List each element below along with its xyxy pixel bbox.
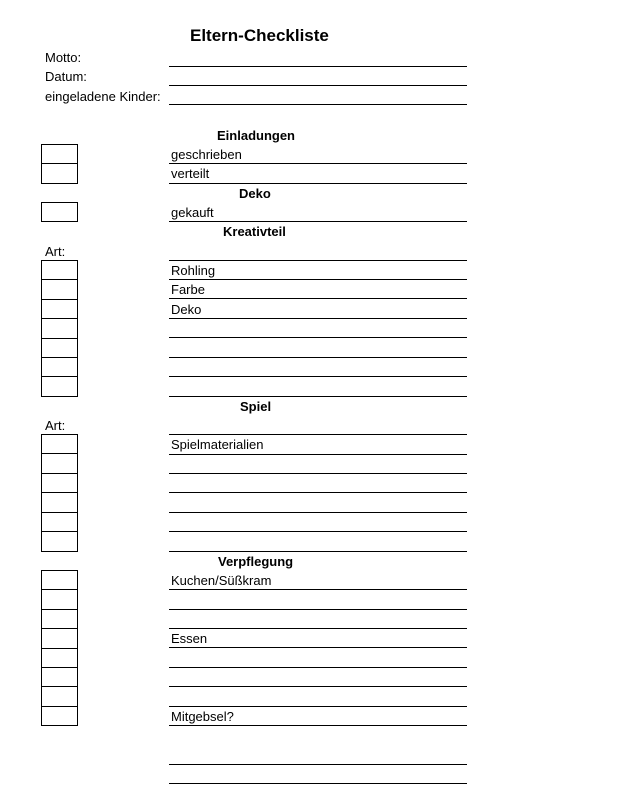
checkbox[interactable] [42, 571, 77, 590]
item-line [169, 396, 467, 397]
item-line [169, 434, 467, 435]
item-label: geschrieben [171, 147, 242, 162]
checkbox[interactable] [42, 474, 77, 493]
checkbox-group-spiel[interactable] [41, 434, 78, 552]
checkbox[interactable] [42, 319, 77, 338]
art-label: Art: [45, 244, 66, 259]
checkbox[interactable] [42, 300, 77, 319]
checkbox-group-verpflegung[interactable] [41, 570, 78, 726]
item-line [169, 628, 467, 629]
checkbox[interactable] [41, 202, 78, 222]
checkbox[interactable] [42, 454, 77, 473]
item-line [169, 609, 467, 610]
section-title-verpflegung: Verpflegung [218, 554, 294, 569]
page-title: Eltern-Checkliste [190, 26, 329, 45]
checkbox[interactable] [42, 687, 77, 706]
item-label: verteilt [171, 166, 210, 181]
item-line [169, 163, 467, 164]
item-line [169, 512, 467, 513]
item-label: Spielmaterialien [171, 437, 264, 452]
checkbox[interactable] [42, 493, 77, 512]
item-line [169, 454, 467, 455]
datum-line [169, 85, 467, 86]
item-label: gekauft [171, 205, 214, 220]
checkbox[interactable] [42, 435, 77, 454]
datum-label: Datum: [45, 69, 87, 84]
checkbox[interactable] [42, 280, 77, 299]
kinder-label: eingeladene Kinder: [45, 89, 161, 104]
item-line [169, 531, 467, 532]
motto-label: Motto: [45, 50, 82, 65]
item-line [169, 764, 467, 765]
checkbox[interactable] [42, 358, 77, 377]
checkbox-group-kreativteil[interactable] [41, 260, 78, 397]
checkbox[interactable] [42, 649, 77, 668]
item-line [169, 686, 467, 687]
section-title-spiel: Spiel [240, 399, 272, 414]
art-label: Art: [45, 418, 66, 433]
item-label: Deko [171, 302, 202, 317]
checkbox[interactable] [42, 707, 77, 726]
motto-line [169, 66, 467, 67]
checkbox[interactable] [42, 610, 77, 629]
item-line [169, 725, 467, 726]
item-line [169, 376, 467, 377]
item-line [169, 279, 467, 280]
item-label: Kuchen/Süßkram [171, 573, 272, 588]
checkbox[interactable] [42, 513, 77, 532]
item-line [169, 473, 467, 474]
item-line [169, 706, 467, 707]
item-label: Rohling [171, 263, 216, 278]
item-line [169, 318, 467, 319]
item-line [169, 667, 467, 668]
checkbox[interactable] [42, 532, 77, 551]
item-line [169, 589, 467, 590]
item-line [169, 298, 467, 299]
section-title-deko: Deko [239, 186, 271, 201]
checkbox[interactable] [42, 590, 77, 609]
item-line [169, 221, 467, 222]
checkbox[interactable] [42, 145, 77, 164]
item-label: Farbe [171, 282, 205, 297]
item-line [169, 551, 467, 552]
item-line [169, 357, 467, 358]
item-line [169, 492, 467, 493]
checkbox[interactable] [42, 261, 77, 280]
item-line [169, 337, 467, 338]
item-label: Mitgebsel? [171, 709, 234, 724]
item-label: Essen [171, 631, 208, 646]
checkbox[interactable] [42, 377, 77, 396]
item-line [169, 647, 467, 648]
item-line [169, 783, 467, 784]
checkbox[interactable] [42, 164, 77, 183]
item-line [169, 260, 467, 261]
checkbox-group-einladungen[interactable] [41, 144, 78, 184]
section-title-einladungen: Einladungen [217, 128, 295, 143]
checkbox[interactable] [42, 668, 77, 687]
checkbox[interactable] [42, 339, 77, 358]
kinder-line [169, 104, 467, 105]
checkbox[interactable] [42, 629, 77, 648]
item-line [169, 183, 467, 184]
section-title-kreativteil: Kreativteil [223, 224, 286, 239]
